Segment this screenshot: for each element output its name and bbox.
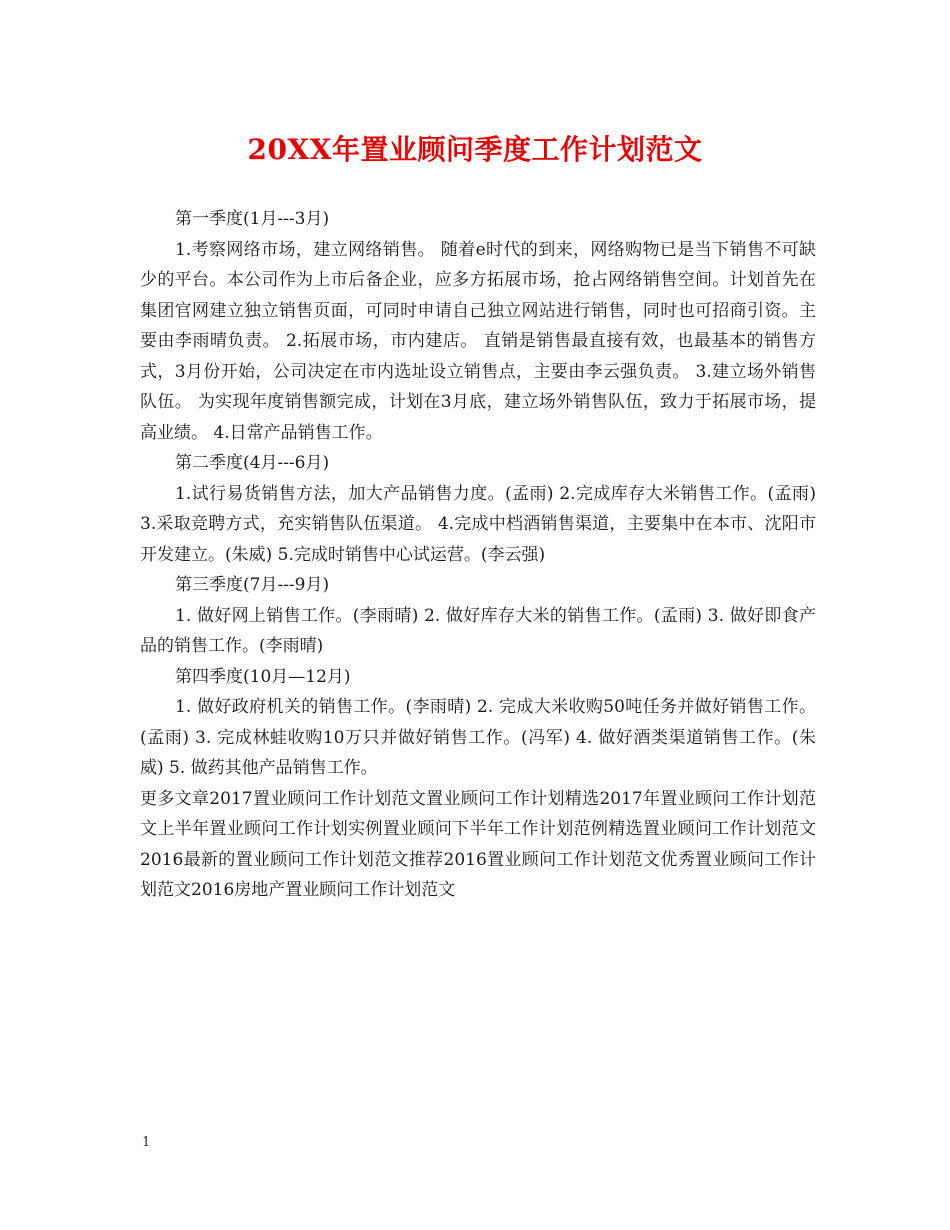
section-heading-q1: 第一季度(1月---3月) [175,209,330,229]
section-heading-q3: 第三季度(7月---9月) [175,575,330,595]
page-number: 1 [142,1135,151,1150]
section-body-q1: 1.考察网络市场，建立网络销售。 随着e时代的到来，网络购物已是当下销售不可缺少的平台。本公司作为上市后备企业，应多方拓展市场，抢占网络销售空间。计划首先在集团官网建立独立销售页面，可同时申请自己独立网站进行销售，同时也可招商引资。主要由李雨晴负责。 2.拓展市场，市内建店。 直销是销售最直接有效，也最基本的销售方式，3月份开始，公司决定在市内选址设立销售点，主要由李云强负责。 3.建立场外销售队伍。 为实现年度销售额完成，计划在3月底，建立场外销售队伍，致力于拓展市场，提高业绩。 4.日常产品销售工作。 [140,239,816,443]
more-articles-paragraph: 更多文章2017置业顾问工作计划范文置业顾问工作计划精选2017年置业顾问工作计划范文上半年置业顾问工作计划实例置业顾问下半年工作计划范例精选置业顾问工作计划范文2016最新的置业顾问工作计划范文推荐2016置业顾问工作计划范文优秀置业顾问工作计划范文2016房地产置业顾问工作计划范文 [140,788,816,900]
document-body [140,204,816,906]
section-body-q4: 1. 做好政府机关的销售工作。(李雨晴) 2. 完成大米收购50吨任务并做好销售工作。(孟雨) 3. 完成林蛙收购10万只并做好销售工作。(冯军) 4. 做好酒类渠道销售工作。(朱威) 5. 做药其他产品销售工作。 [140,697,816,778]
document-title: 20XX年置业顾问季度工作计划范文 [247,133,703,166]
section-body-q2: 1.试行易货销售方法，加大产品销售力度。(孟雨) 2.完成库存大米销售工作。(孟雨) 3.采取竞聘方式，充实销售队伍渠道。 4.完成中档酒销售渠道，主要集中在本市、沈阳市开发建立。(朱威) 5.完成时销售中心试运营。(李云强) [140,483,816,565]
section-heading-q4: 第四季度(10月—12月) [175,666,351,687]
section-heading-q2: 第二季度(4月---6月) [175,453,330,473]
section-body-q3: 1. 做好网上销售工作。(李雨晴) 2. 做好库存大米的销售工作。(孟雨) 3. 做好即食产品的销售工作。(李雨晴) [140,605,816,656]
